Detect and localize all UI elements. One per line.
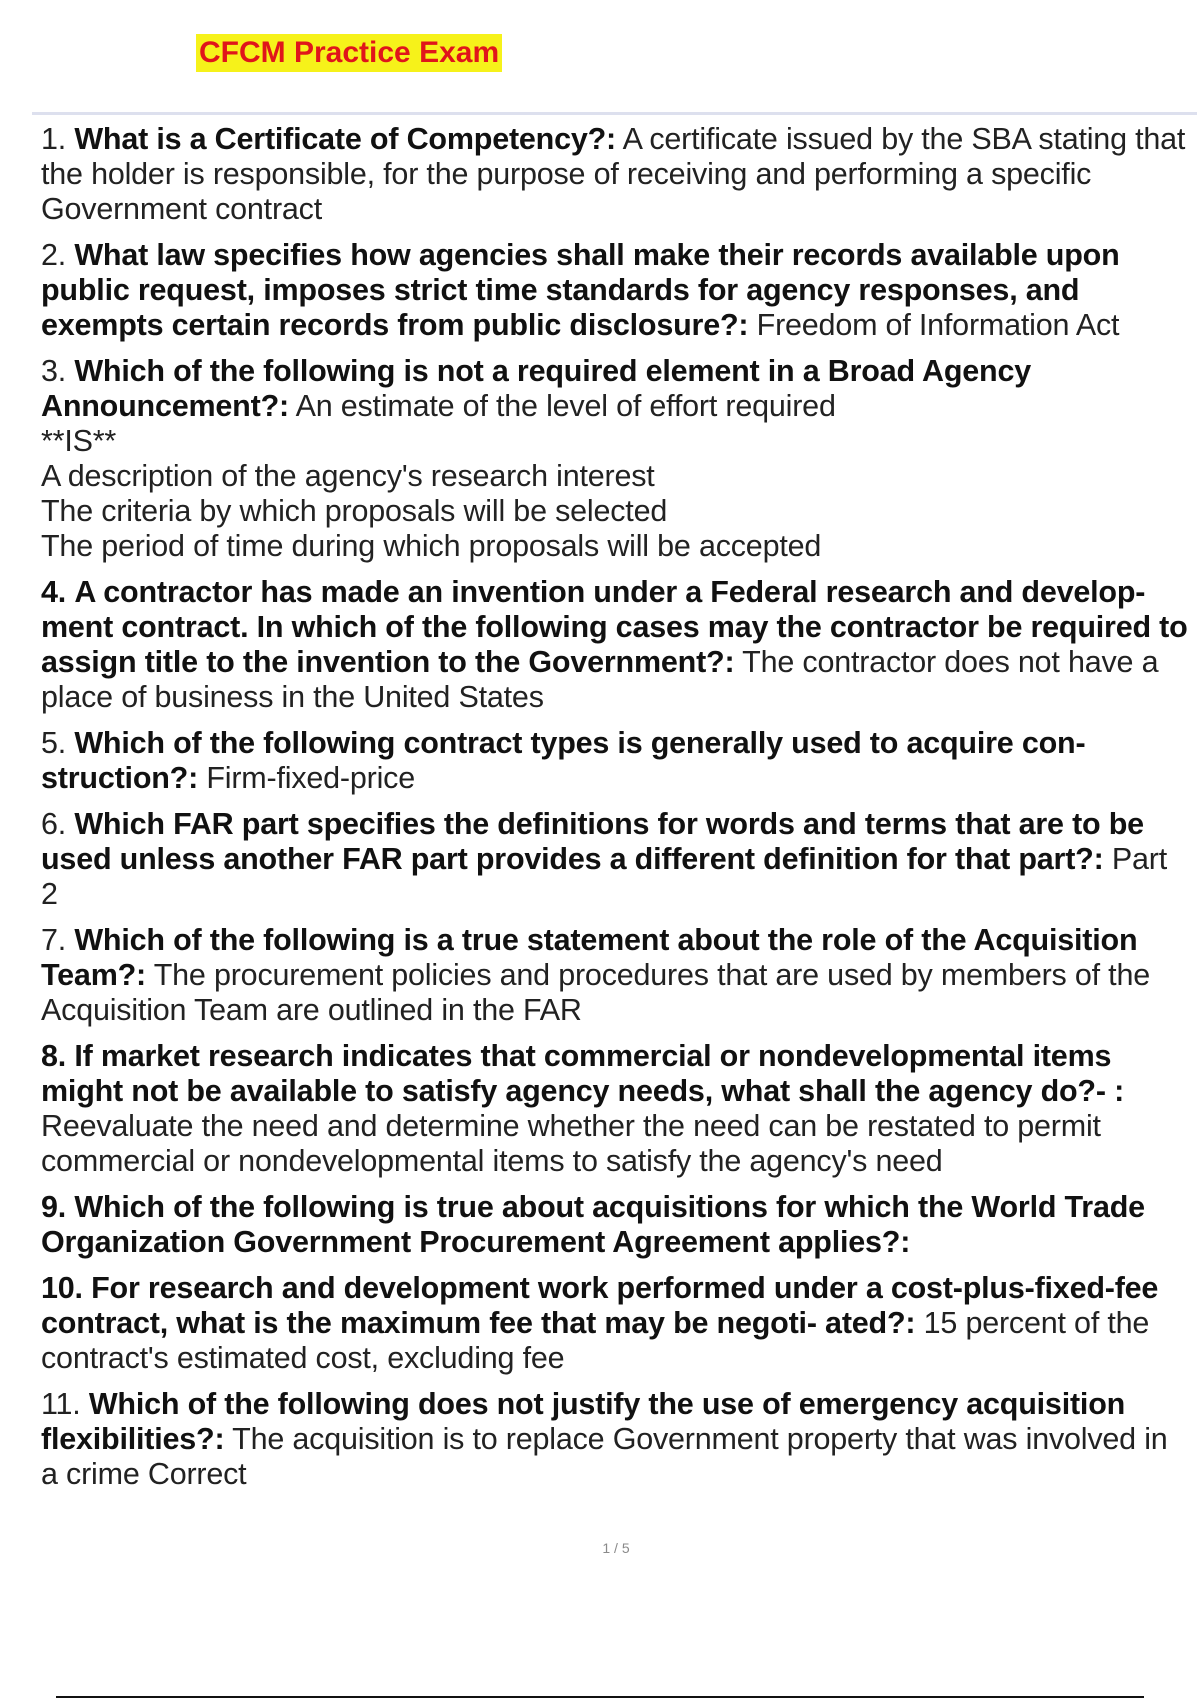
answer-text: Firm-fixed-price xyxy=(206,761,415,795)
answer-line: **IS** xyxy=(41,424,117,458)
question-item-8 xyxy=(41,1039,1191,1179)
answer-text: A certificate issued by the SBA stating that the holder is responsible, for the purpose of receiving and performing a specific Government contract xyxy=(41,122,1186,226)
question-text: For research and development work performed under a cost-plus-fixed-fee contract, what is the maximum fee that may be negoti- ated?: xyxy=(41,1271,1159,1340)
title-divider xyxy=(32,112,1197,115)
question-text: Which of the following does not justify the use of emergency acquisition flexibilities?: xyxy=(41,1387,1126,1456)
question-text: Which FAR part specifies the definitions for words and terms that are to be used unless another FAR part provides a different definition for that part?: xyxy=(41,807,1144,876)
page-indicator: 1 / 5 xyxy=(602,1540,630,1556)
answer-line: The period of time during which proposals will be accepted xyxy=(41,529,822,563)
question-item-1 xyxy=(41,122,1191,227)
question-item-5 xyxy=(41,726,1191,796)
question-text: Which of the following is not a required element in a Broad Agency Announcement?: xyxy=(41,354,1032,423)
question-item-10 xyxy=(41,1271,1191,1376)
question-number: 1. xyxy=(41,122,67,156)
document-title: CFCM Practice Exam xyxy=(196,34,502,72)
question-item-4 xyxy=(41,575,1191,715)
question-item-3 xyxy=(41,354,1191,564)
question-text: Which of the following is a true statement about the role of the Acquisition Team?: xyxy=(41,923,1138,992)
question-item-9 xyxy=(41,1190,1191,1260)
footer-divider xyxy=(56,1696,1144,1698)
question-text: Which of the following is true about acquisitions for which the World Trade Organization Government Procurement Agreement applies?: xyxy=(41,1190,1145,1259)
question-number: 6. xyxy=(41,807,67,841)
question-number: 10. xyxy=(41,1271,83,1305)
question-text: If market research indicates that commercial or nondevelopmental items might not be available to satisfy agency needs, what shall the agency do?- : xyxy=(41,1039,1125,1108)
question-number: 9. xyxy=(41,1190,67,1224)
answer-line: The criteria by which proposals will be selected xyxy=(41,494,668,528)
question-number: 5. xyxy=(41,726,67,760)
question-item-7 xyxy=(41,923,1191,1028)
answer-line: A description of the agency's research interest xyxy=(41,459,655,493)
question-number: 7. xyxy=(41,923,67,957)
answer-text: 15 percent of the contract's estimated cost, excluding fee xyxy=(41,1306,1150,1375)
question-number: 2. xyxy=(41,238,67,272)
question-text: A contractor has made an invention under a Federal research and develop- ment contract. In which of the following cases may the contractor be required to assign title to the invention to the Government?: xyxy=(41,575,1188,679)
question-number: 3. xyxy=(41,354,67,388)
question-item-11 xyxy=(41,1387,1191,1492)
answer-text: The acquisition is to replace Government property that was involved in a crime Correct xyxy=(41,1422,1168,1491)
question-text: What is a Certificate of Competency?: xyxy=(74,122,617,156)
answer-text: An estimate of the level of effort required xyxy=(295,389,836,423)
answer-text: The procurement policies and procedures that are used by members of the Acquisition Team are outlined in the FAR xyxy=(41,958,1150,1027)
question-number: 8. xyxy=(41,1039,67,1073)
question-item-2 xyxy=(41,238,1191,343)
question-text: Which of the following contract types is generally used to acquire con- struction?: xyxy=(41,726,1086,795)
question-list xyxy=(41,122,1191,1503)
question-text: What law specifies how agencies shall make their records available upon public request, imposes strict time standards for agency responses, and exempts certain records from public disclosure?: xyxy=(41,238,1120,342)
answer-text: Reevaluate the need and determine whether the need can be restated to permit commercial or nondevelopmental items to satisfy the agency's need xyxy=(41,1109,1101,1178)
answer-text: Freedom of Information Act xyxy=(756,308,1120,342)
answer-text: The contractor does not have a place of business in the United States xyxy=(41,645,1159,714)
question-item-6 xyxy=(41,807,1191,912)
question-number: 4. xyxy=(41,575,67,609)
question-number: 11. xyxy=(41,1387,81,1421)
answer-text: Part 2 xyxy=(41,842,1167,911)
